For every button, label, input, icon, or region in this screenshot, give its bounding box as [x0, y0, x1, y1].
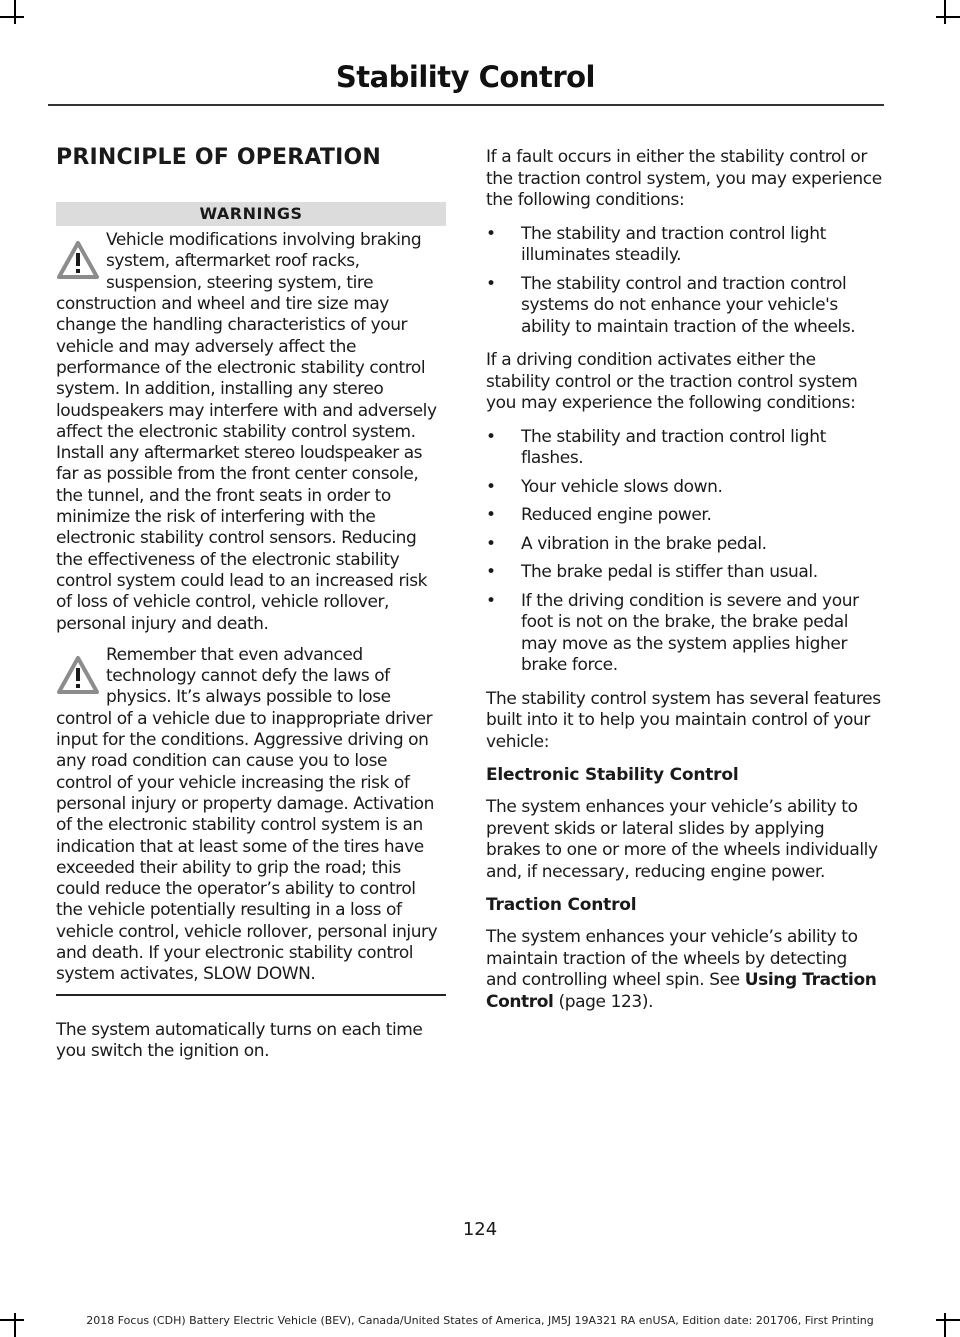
- list-item: • Your vehicle slows down.: [486, 476, 723, 497]
- traction-control-link[interactable]: Using Traction Control: [486, 970, 877, 1012]
- page-reference: (page 123).: [558, 991, 654, 1012]
- activate-list: [486, 427, 882, 677]
- right-column: [486, 147, 882, 1025]
- crop-mark: [944, 1313, 946, 1337]
- tc-text: The system enhances your vehicle’s ability to maintain traction of the wheels by detecting and controlling wheel spin. See Using Traction Control (page 123).: [486, 927, 877, 1012]
- warning-text: Remember that even advanced technology cannot defy the laws of physics. It’s always possible to lose control of a vehicle due to inappropriate driver input for the conditions. Aggressive driving on any road condition can cause you to lose control of your vehicle increasing the risk of personal injury or property damage. Activation of the electronic stability control system is an indication that at least some of the tires have exceeded their ability to grip the road; this could reduce the operator’s ability to control the vehicle potentially resulting in a loss of vehicle control, vehicle rollover, personal injury and death. If your electronic stability control system activates, SLOW DOWN.: [56, 644, 438, 985]
- crop-mark: [14, 1313, 16, 1337]
- list-item: • Reduced engine power.: [486, 505, 712, 525]
- warning-block: [56, 645, 446, 986]
- warning-triangle-icon: [56, 655, 100, 695]
- bullet: •: [486, 533, 496, 554]
- warning-text: Vehicle modifications involving braking system, aftermarket roof racks, suspension, steering system, tire construction and wheel and tire size may change the handling characteristics of your vehicle and may adversely affect the performance of the electronic stability control system. In addition, installing any stereo loudspeakers may interfere with and adversely affect the electronic stability control system. Install any aftermarket stereo loudspeaker as far as possible from the front center console, the tunnel, and the front seats in order to minimize the risk of interfering with the electronic stability control sensors. Reducing the effectiveness of the electronic stability control system could lead to an increased risk of loss of vehicle control, vehicle rollover, personal injury and death.: [56, 230, 437, 634]
- bullet: •: [486, 590, 496, 611]
- warnings-label: WARNINGS: [56, 202, 446, 226]
- tc-heading: Traction Control: [486, 895, 637, 915]
- left-column: [56, 146, 446, 1062]
- crop-mark: [944, 0, 946, 24]
- list-item: • The stability control and traction control systems do not enhance your vehicle's ability to maintain traction of the wheels.: [486, 273, 856, 337]
- section-title: PRINCIPLE OF OPERATION: [56, 145, 382, 170]
- esc-heading: Electronic Stability Control: [486, 765, 739, 785]
- page-title: Stability Control: [335, 60, 595, 94]
- bullet: •: [486, 426, 496, 447]
- bullet: •: [486, 273, 496, 294]
- warnings-end-rule: [56, 994, 446, 996]
- crop-mark: [936, 16, 960, 18]
- crop-mark: [0, 16, 24, 18]
- warning-block: [56, 230, 446, 635]
- list-item: • A vibration in the brake pedal.: [486, 533, 767, 554]
- auto-on-text: The system automatically turns on each time you switch the ignition on.: [56, 1019, 423, 1061]
- fault-intro: If a fault occurs in either the stability control or the traction control system, you may experience the following conditions:: [486, 147, 882, 210]
- crop-mark: [14, 0, 16, 24]
- bullet: •: [486, 223, 496, 244]
- fault-list: [486, 224, 882, 339]
- warning-triangle-icon: [56, 240, 100, 280]
- features-intro: The stability control system has several features built into it to help you maintain control of your vehicle:: [486, 688, 881, 752]
- list-item: • The stability and traction control light flashes.: [486, 426, 826, 468]
- esc-text: The system enhances your vehicle’s ability to prevent skids or lateral slides by applying brakes to one or more of the wheels individually and, if necessary, reducing engine power.: [486, 797, 878, 882]
- list-item: • The brake pedal is stiffer than usual.: [486, 562, 818, 582]
- activate-intro: If a driving condition activates either the stability control or the traction control system you may experience the following conditions:: [486, 350, 858, 413]
- bullet: •: [486, 562, 496, 582]
- header-rule: [48, 104, 884, 106]
- bullet: •: [486, 476, 496, 497]
- page-number: 124: [462, 1219, 498, 1240]
- list-item: • The stability and traction control light illuminates steadily.: [486, 223, 826, 265]
- footer-text: 2018 Focus (CDH) Battery Electric Vehicle (BEV), Canada/United States of America, JM5J 19A321 RA enUSA, Edition date: 201706, First Printing: [86, 1314, 874, 1327]
- bullet: •: [486, 505, 496, 525]
- list-item: • If the driving condition is severe and your foot is not on the brake, the brake pedal may move as the system applies higher brake force.: [486, 590, 859, 675]
